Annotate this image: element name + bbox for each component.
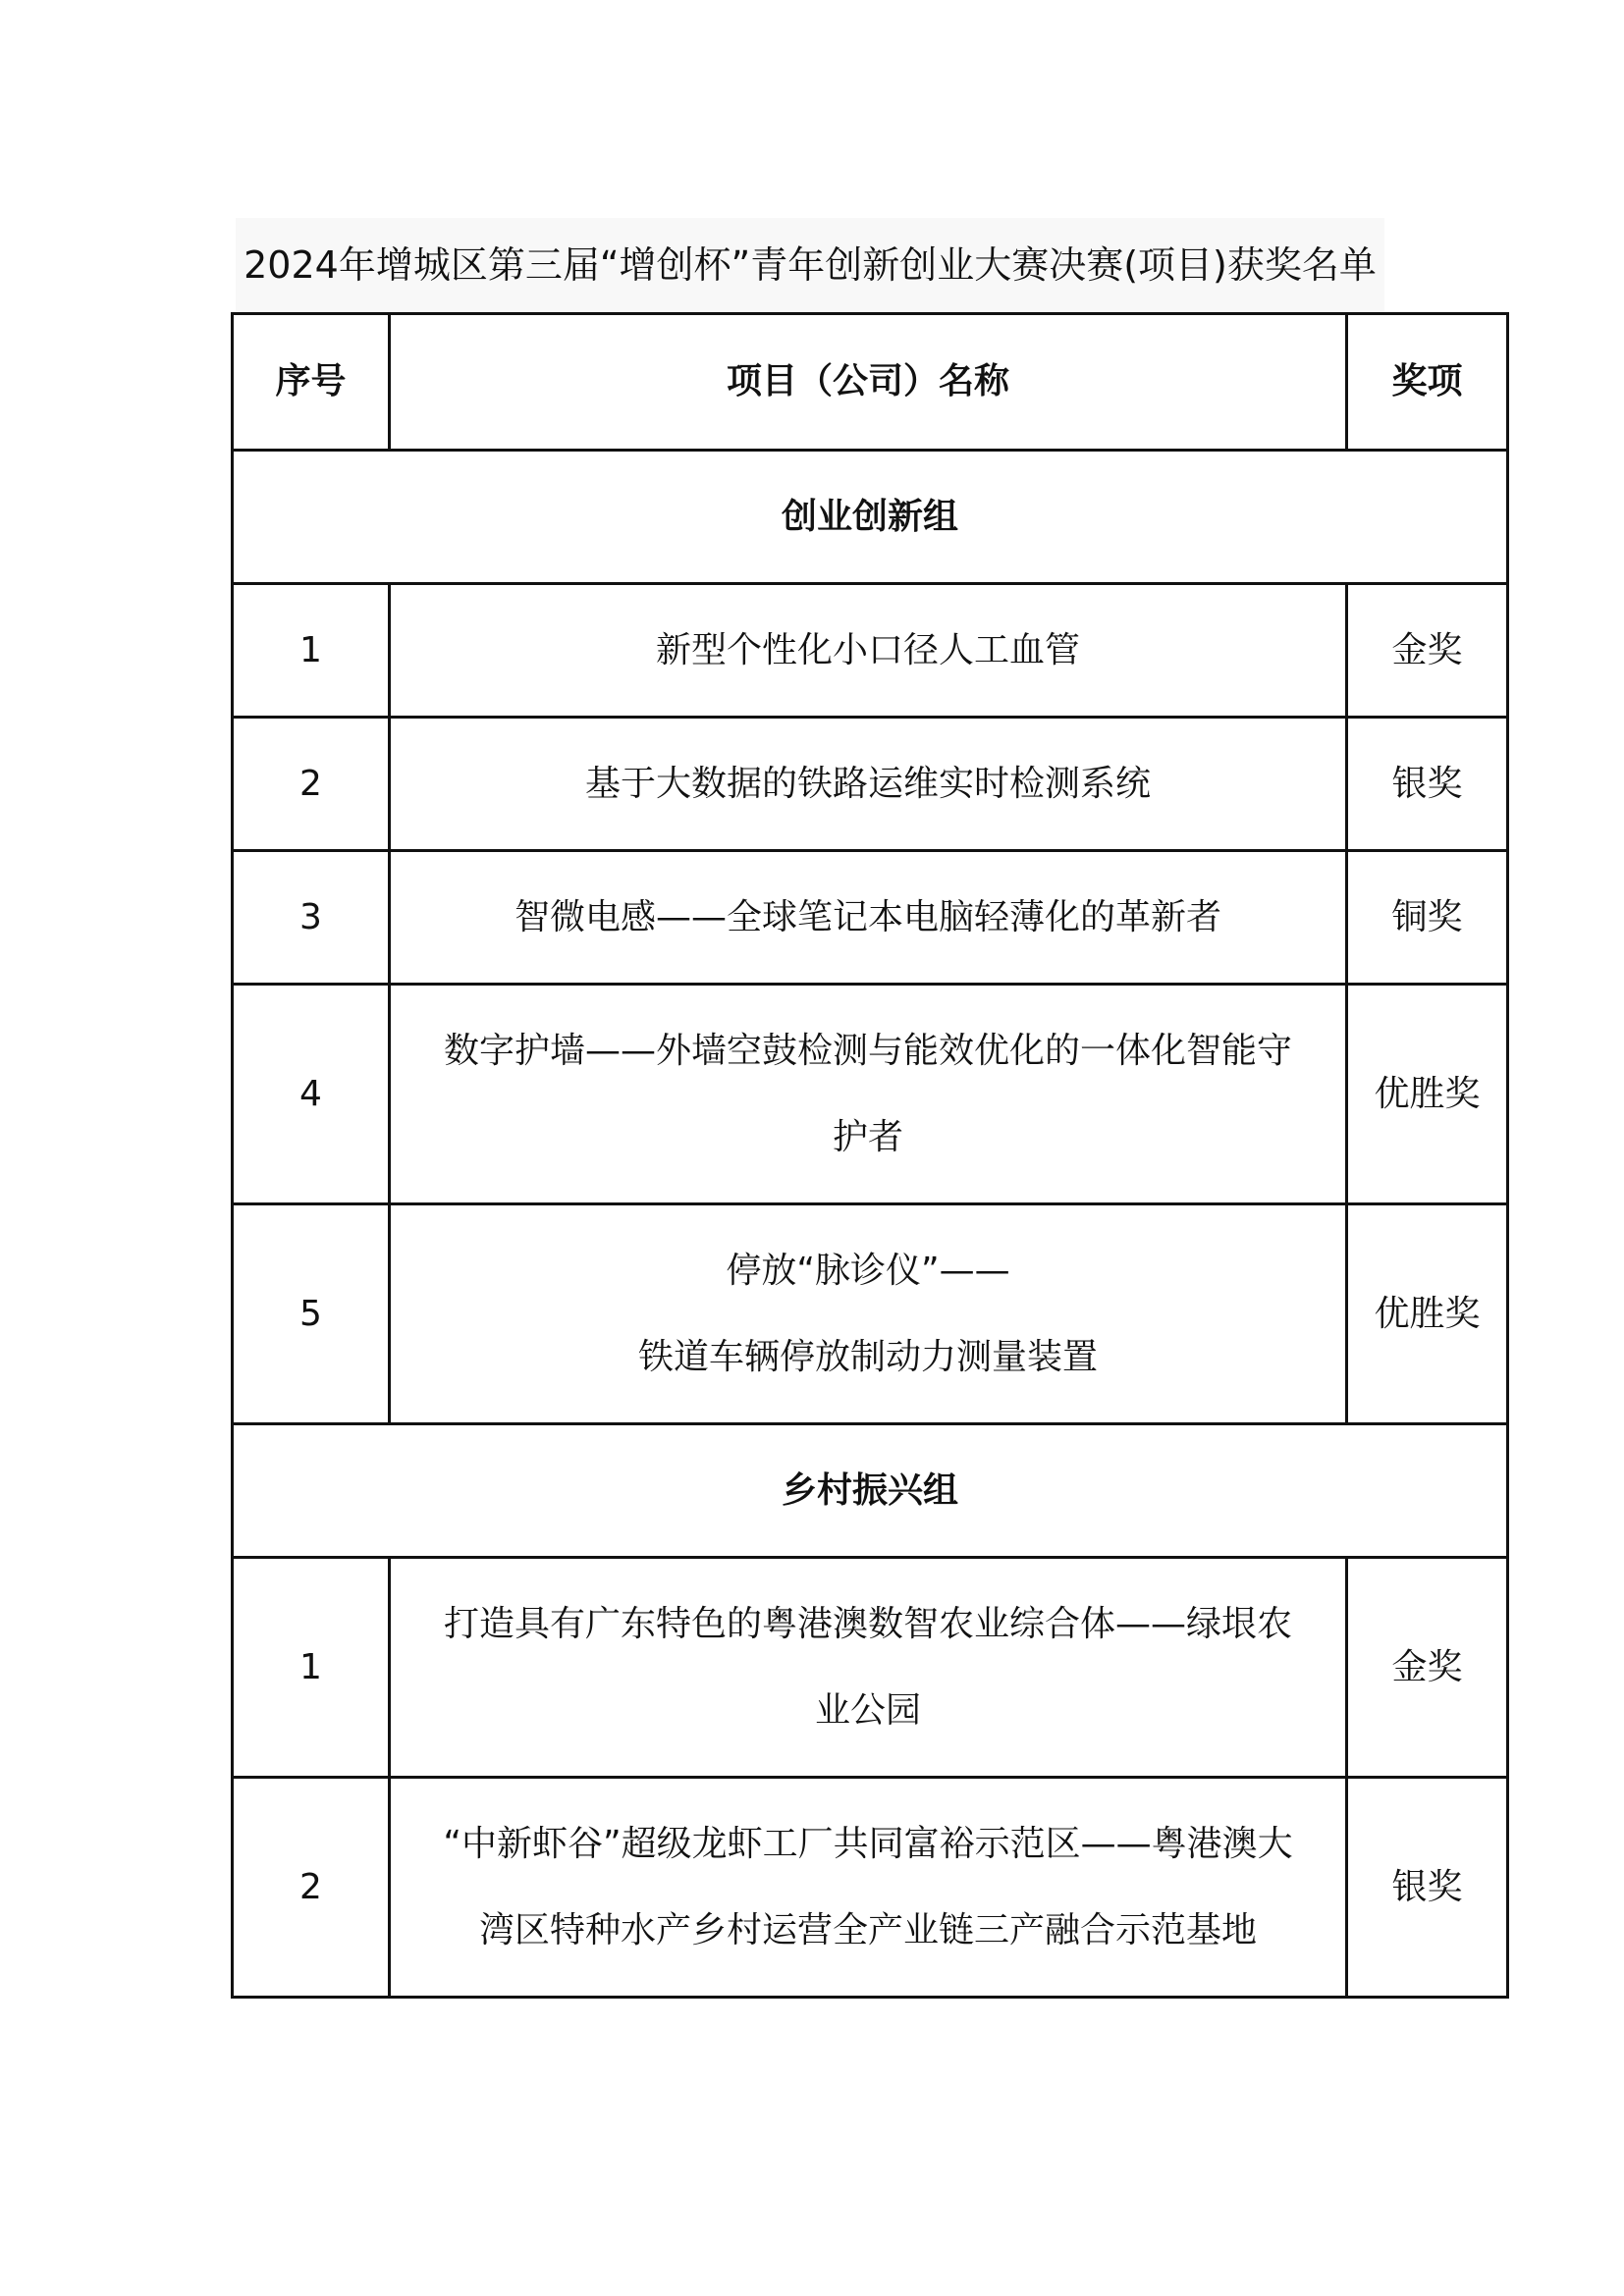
project-name-line: 铁道车辆停放制动力测量装置 [637,1336,1098,1377]
project-name [390,985,1347,1204]
project-name [390,1778,1347,1998]
project-name-line: “中新虾谷”超级龙虾工厂共同富裕示范区——粤港澳大 [443,1823,1293,1864]
project-name-line: 停放“脉诊仪”—— [726,1250,1010,1291]
award-value: 银奖 [1347,718,1508,851]
row-number: 5 [233,1204,390,1424]
project-name [390,718,1347,851]
project-name-line: 智微电感——全球笔记本电脑轻薄化的革新者 [514,896,1221,937]
project-name-line: 基于大数据的铁路运维实时检测系统 [584,763,1151,804]
project-name-line: 新型个性化小口径人工血管 [655,629,1080,670]
award-value: 铜奖 [1347,851,1508,985]
table-header-row [233,314,1508,451]
project-name-line: 业公园 [814,1689,921,1731]
row-number: 4 [233,985,390,1204]
document-title: 2024年增城区第三届“增创杯”青年创新创业大赛决赛(项目)获奖名单 [244,243,1377,287]
group-row-innovation [233,451,1508,584]
header-number: 序号 [233,314,390,451]
table-row [233,584,1508,718]
group-row-rural [233,1424,1508,1558]
award-value: 金奖 [1347,1558,1508,1778]
table-row [233,851,1508,985]
group-title: 创业创新组 [233,451,1508,584]
row-number: 3 [233,851,390,985]
row-number: 2 [233,718,390,851]
row-number: 2 [233,1778,390,1998]
award-value: 优胜奖 [1347,985,1508,1204]
project-name [390,851,1347,985]
row-number: 1 [233,584,390,718]
table-row [233,1204,1508,1424]
award-value: 优胜奖 [1347,1204,1508,1424]
project-name [390,584,1347,718]
table-row [233,1558,1508,1778]
project-name [390,1558,1347,1778]
project-name-line: 数字护墙——外墙空鼓检测与能效优化的一体化智能守 [443,1030,1292,1071]
project-name-line: 护者 [832,1116,903,1157]
award-value: 银奖 [1347,1778,1508,1998]
row-number: 1 [233,1558,390,1778]
header-award: 奖项 [1347,314,1508,451]
award-value: 金奖 [1347,584,1508,718]
header-project-name: 项目（公司）名称 [390,314,1347,451]
group-title: 乡村振兴组 [233,1424,1508,1558]
project-name-line: 打造具有广东特色的粤港澳数智农业综合体——绿垠农 [443,1603,1292,1644]
table-row [233,718,1508,851]
awards-table [231,312,1509,1999]
project-name [390,1204,1347,1424]
project-name-line: 湾区特种水产乡村运营全产业链三产融合示范基地 [478,1909,1257,1950]
table-row [233,1778,1508,1998]
table-row [233,985,1508,1204]
